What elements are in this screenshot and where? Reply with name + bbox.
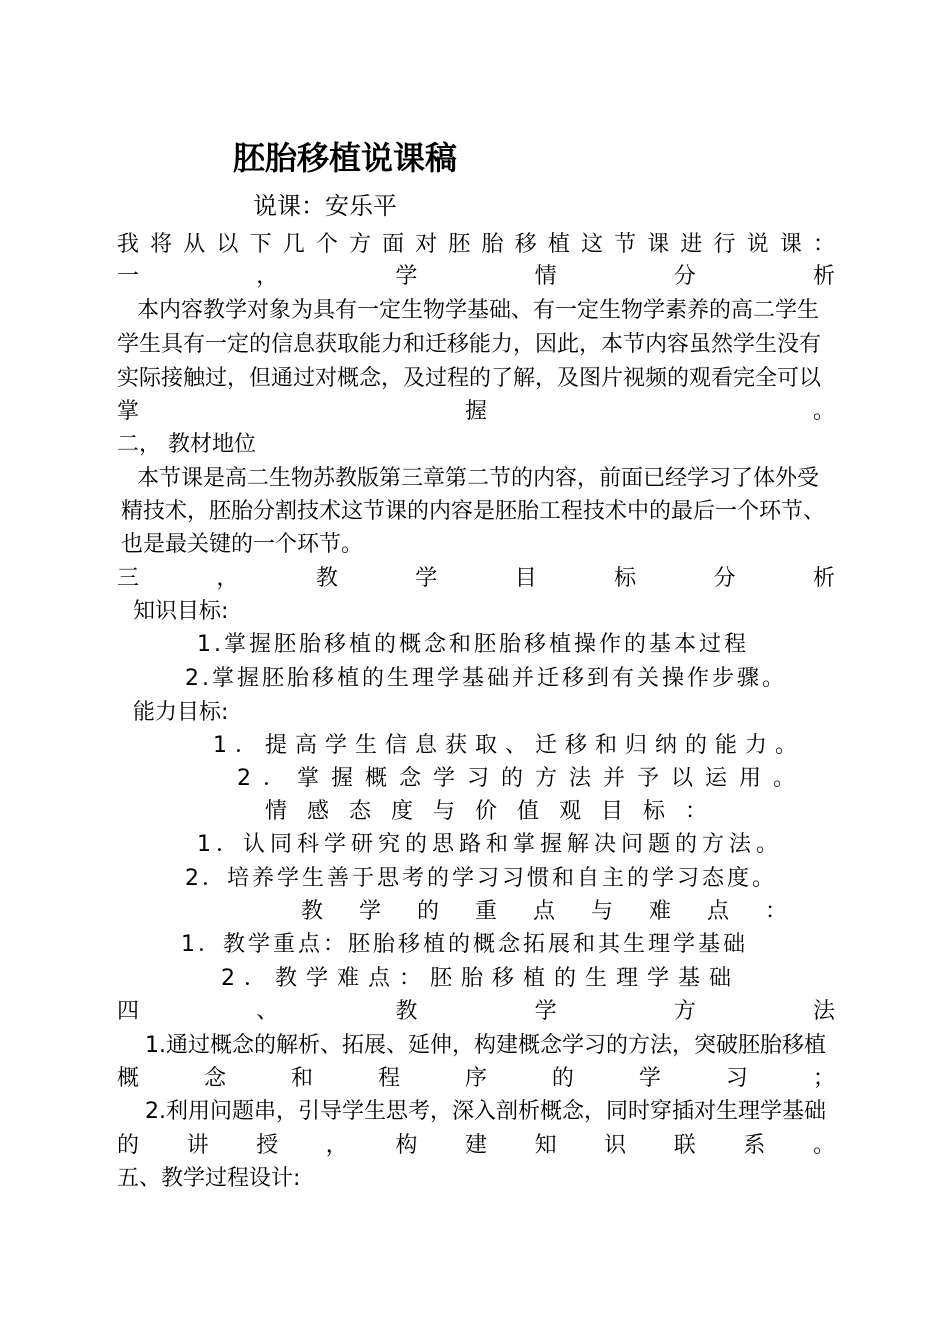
list-item: 2．掌握概念学习的方法并予以运用。 <box>237 766 807 791</box>
section-heading-3: 三 ， 教 学 目 标 分 析 <box>117 566 835 591</box>
subheading-focus: 教学的重点与难点： <box>301 899 824 924</box>
paragraph-line: 2.利用问题串，引导学生思考，深入剖析概念，同时穿插对生理学基础 <box>145 1099 826 1124</box>
paragraph-line: 学生具有一定的信息获取能力和迁移能力，因此，本节内容虽然学生没有 <box>117 332 822 357</box>
list-item: 1．认同科学研究的思路和掌握解决问题的方法。 <box>197 832 783 857</box>
list-item: 2．培养学生善于思考的学习习惯和自主的学习态度。 <box>185 866 777 891</box>
paragraph-line: 掌 握 。 <box>117 399 835 424</box>
paragraph-line: 精技术，胚胎分割技术这节课的内容是胚胎工程技术中的最后一个环节、 <box>121 499 826 524</box>
paragraph-line: 本内容教学对象为具有一定生物学基础、有一定生物学素养的高二学生 <box>137 298 820 323</box>
list-item: 1．教学重点：胚胎移植的概念拓展和其生理学基础 <box>181 932 748 957</box>
paragraph-line: 实际接触过，但通过对概念，及过程的了解，及图片视频的观看完全可以 <box>117 366 822 391</box>
section-heading-2: 二， 教材地位 <box>117 432 256 457</box>
list-item: 2．教学难点：胚胎移植的生理学基础 <box>221 966 740 991</box>
paragraph-line: 的 讲 授 ， 构 建 知 识 联 系 。 <box>117 1133 835 1158</box>
subheading-emotion: 情感态度与价值观目标： <box>265 799 728 824</box>
subheading-knowledge: 知识目标: <box>133 599 229 624</box>
paragraph-line: 本节课是高二生物苏教版第三章第二节的内容，前面已经学习了体外受 <box>137 466 820 491</box>
intro-line: 我 将 从 以 下 几 个 方 面 对 胚 胎 移 植 这 节 课 进 行 说 课 ： <box>117 232 835 257</box>
paragraph-line: 概 念 和 程 序 的 学 习 ； <box>117 1066 835 1091</box>
document-subtitle: 说课：安乐平 <box>253 192 397 220</box>
paragraph-line: 也是最关键的一个环节。 <box>121 532 364 557</box>
section-heading-4: 四 、 教 学 方 法 <box>117 999 835 1024</box>
paragraph-line: 1.通过概念的解析、拓展、延伸，构建概念学习的方法，突破胚胎移植 <box>145 1033 826 1058</box>
subheading-ability: 能力目标: <box>133 700 229 725</box>
list-item: 2.掌握胚胎移植的生理学基础并迁移到有关操作步骤。 <box>185 666 787 691</box>
document-title: 胚胎移植说课稿 <box>233 139 458 177</box>
section-heading-5: 五、教学过程设计: <box>117 1166 301 1191</box>
list-item: 1.掌握胚胎移植的概念和胚胎移植操作的基本过程 <box>197 632 749 657</box>
section-heading-1: 一 ， 学 情 分 析 <box>117 264 835 289</box>
list-item: 1．提高学生信息获取、迁移和归纳的能力。 <box>213 733 805 758</box>
